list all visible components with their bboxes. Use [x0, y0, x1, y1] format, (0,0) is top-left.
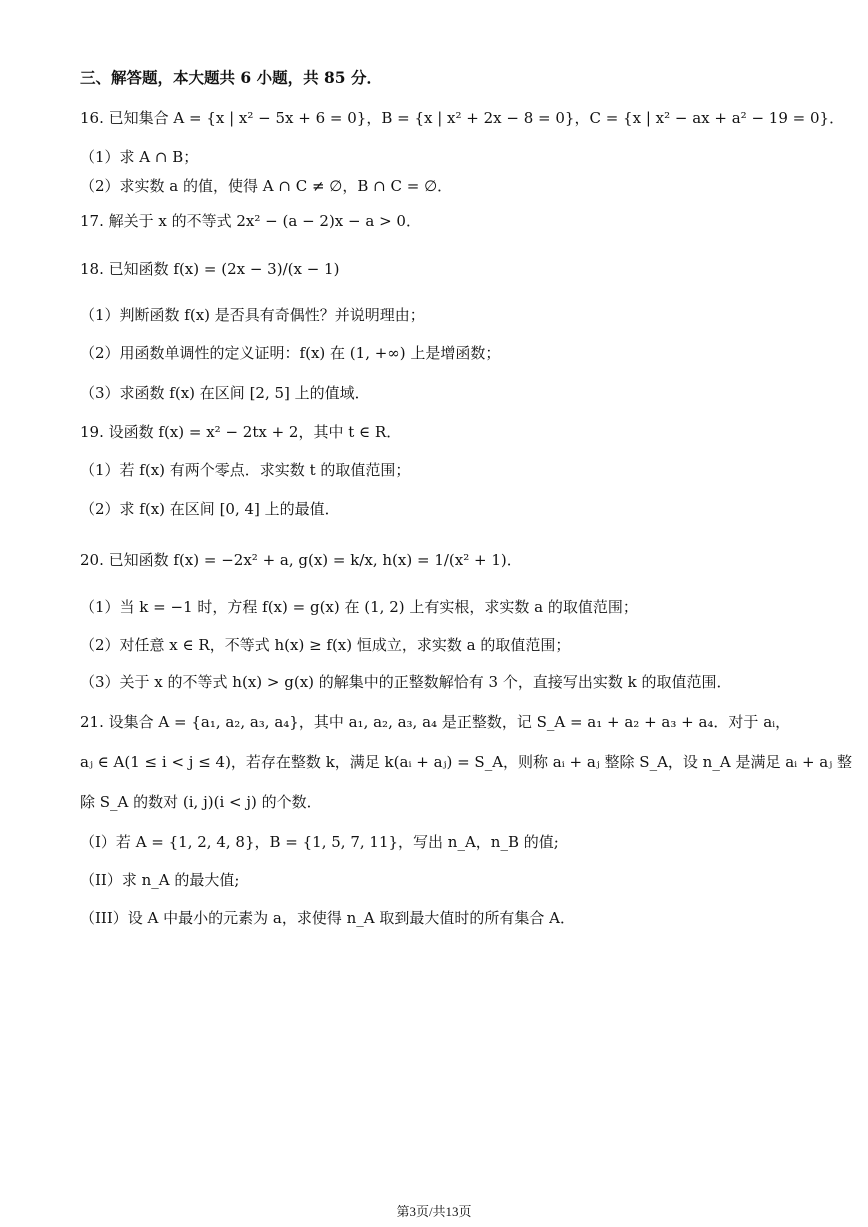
section-header: 三、解答题，本大题共 6 小题，共 85 分．: [80, 68, 382, 87]
q21-stem-line2: aⱼ ∈ A(1 ≤ i < j ≤ 4)，若存在整数 k，满足 k(aᵢ + aⱼ) = S_A，则称 aᵢ + aⱼ 整除 S_A，设 n_A 是满足 aᵢ + aⱼ 整: [80, 753, 852, 771]
q19-part1: （1）若 f(x) 有两个零点．求实数 t 的取值范围；: [80, 461, 411, 479]
q17-stem: 17. 解关于 x 的不等式 2x² − (a − 2)x − a > 0．: [80, 212, 421, 230]
q20-stem: 20. 已知函数 f(x) = −2x² + a, g(x) = k/x, h(x) = 1/(x² + 1)．: [80, 551, 522, 569]
q21-stem-line1: 21. 设集合 A = {a₁, a₂, a₃, a₄}，其中 a₁, a₂, a₃, a₄ 是正整数，记 S_A = a₁ + a₂ + a₃ + a₄．对于 aᵢ，: [80, 713, 791, 731]
page-number: 第3页/共13页: [396, 1204, 472, 1219]
q21-part2: （II）求 n_A 的最大值;: [80, 871, 240, 889]
q16-part1: （1）求 A ∩ B；: [80, 148, 199, 166]
q16-part2: （2）求实数 a 的值，使得 A ∩ C ≠ ∅，B ∩ C = ∅．: [80, 177, 453, 195]
q20-part2: （2）对任意 x ∈ R，不等式 h(x) ≥ f(x) 恒成立，求实数 a 的取值范围；: [80, 636, 571, 654]
q21-part1: （I）若 A = {1, 2, 4, 8}，B = {1, 5, 7, 11}，写出 n_A，n_B 的值;: [80, 833, 559, 851]
q21-part3: （III）设 A 中最小的元素为 a，求使得 n_A 取到最大值时的所有集合 A．: [80, 909, 575, 927]
q18-stem: 18. 已知函数 f(x) = (2x − 3)/(x − 1): [80, 260, 340, 278]
q19-stem: 19. 设函数 f(x) = x² − 2tx + 2，其中 t ∈ R．: [80, 423, 402, 441]
q20-part1: （1）当 k = −1 时，方程 f(x) = g(x) 在 (1, 2) 上有实根，求实数 a 的取值范围；: [80, 598, 638, 616]
q20-part3: （3）关于 x 的不等式 h(x) > g(x) 的解集中的正整数解恰有 3 个，直接写出实数 k 的取值范围．: [80, 673, 732, 691]
q16-stem: 16. 已知集合 A = {x | x² − 5x + 6 = 0}，B = {x | x² + 2x − 8 = 0}，C = {x | x² − ax + a² − 19 = 0}．: [80, 109, 845, 127]
q18-part3: （3）求函数 f(x) 在区间 [2, 5] 上的值域．: [80, 384, 370, 402]
q18-part1: （1）判断函数 f(x) 是否具有奇偶性？并说明理由；: [80, 306, 425, 324]
q19-part2: （2）求 f(x) 在区间 [0, 4] 上的最值．: [80, 500, 340, 518]
q18-part2: （2）用函数单调性的定义证明：f(x) 在 (1, +∞) 上是增函数；: [80, 344, 501, 362]
q21-stem-line3: 除 S_A 的数对 (i, j)(i < j) 的个数．: [80, 793, 322, 811]
